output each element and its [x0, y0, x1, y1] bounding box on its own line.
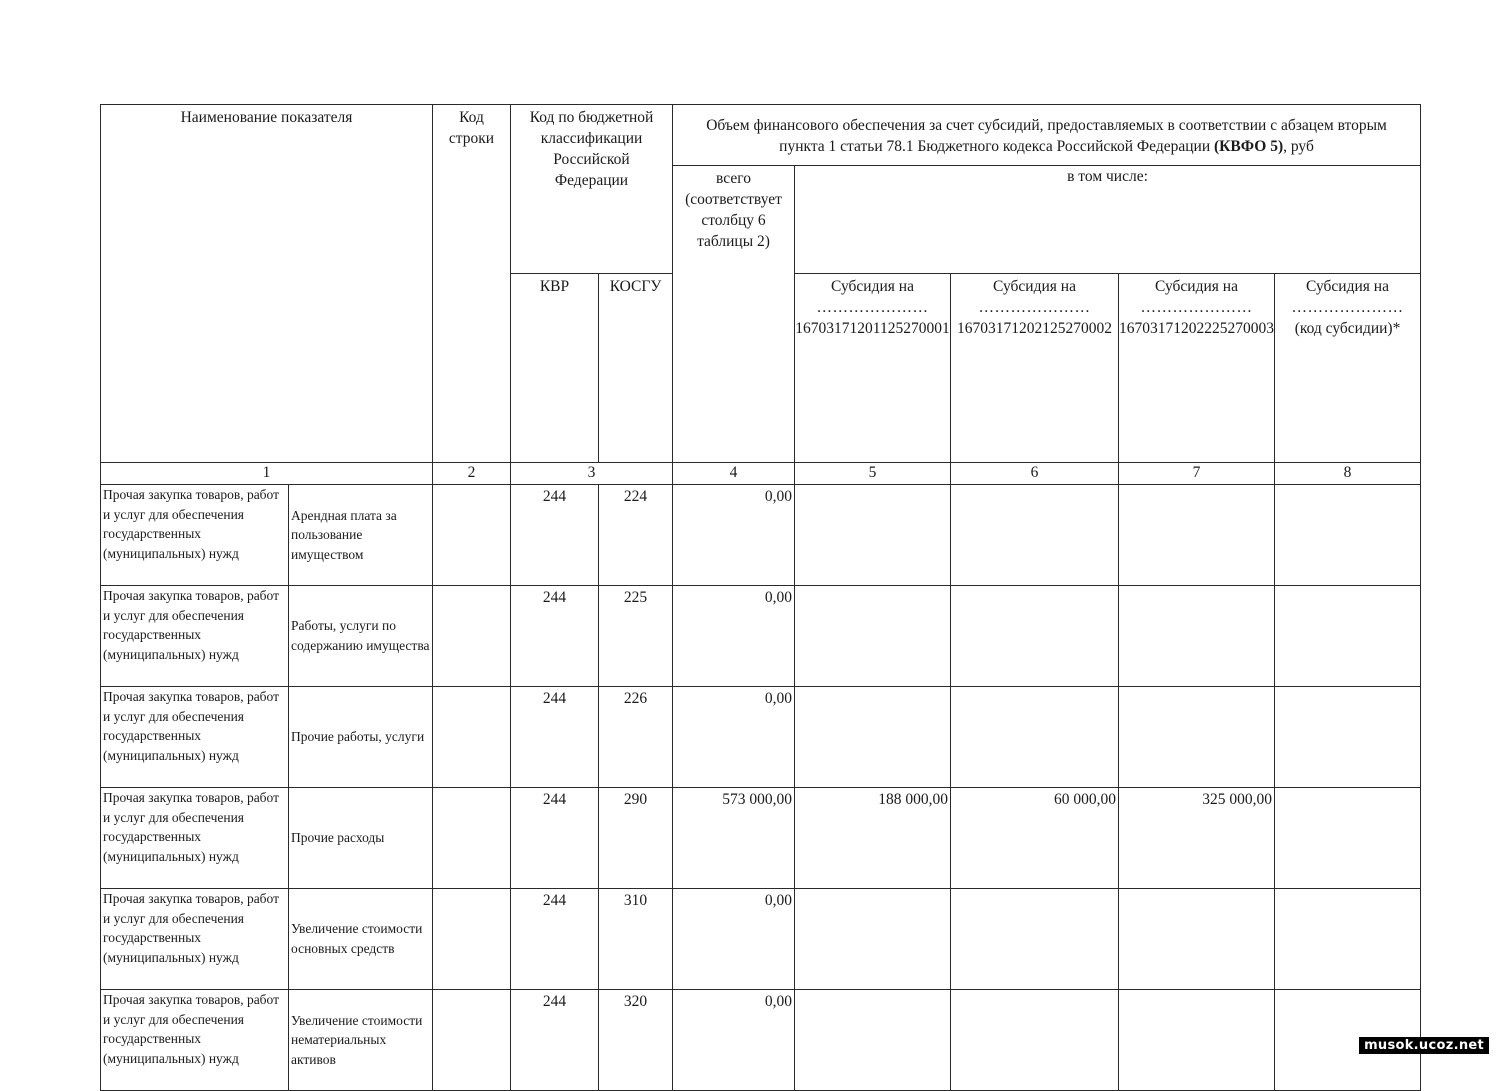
header-including-text: в том числе:: [1067, 168, 1148, 185]
category-cell: Прочая закупка товаров, работ и услуг для обеспечения государственных (муниципальных) нужд: [101, 788, 289, 889]
subsidy-2-cell: [951, 586, 1119, 687]
header-kvr: [511, 274, 599, 463]
category-cell: Прочая закупка товаров, работ и услуг для обеспечения государственных (муниципальных) нужд: [101, 889, 289, 990]
col-number: 5: [795, 463, 951, 485]
line-code-cell: [433, 485, 511, 586]
header-volume-unit: , руб: [1283, 138, 1314, 155]
subsidy-1-code: 16703171201125270001: [795, 320, 950, 337]
col-number: 4: [673, 463, 795, 485]
header-budget-code: [511, 105, 673, 274]
subsidy-1-title: Субсидия на: [831, 278, 914, 295]
subsidy-1-cell: [795, 889, 951, 990]
subsidy-2-cell: [951, 889, 1119, 990]
header-code: [433, 105, 511, 463]
total-cell: 0,00: [673, 586, 795, 687]
subsidy-1-cell: [795, 990, 951, 1091]
subsidy-3-cell: 325 000,00: [1119, 788, 1275, 889]
site-watermark: musok.ucoz.net: [1359, 1037, 1489, 1054]
subsidy-3-cell: [1119, 990, 1275, 1091]
header-subsidy-3: [1119, 274, 1275, 463]
total-cell: 573 000,00: [673, 788, 795, 889]
subsidy-3-cell: [1119, 485, 1275, 586]
kvr-cell: 244: [511, 485, 599, 586]
line-code-cell: [433, 788, 511, 889]
header-code-line1: Код: [459, 109, 484, 126]
col-number: 2: [433, 463, 511, 485]
header-volume-kvfo: (КВФО 5): [1214, 138, 1284, 155]
col-number: 3: [511, 463, 673, 485]
kvr-cell: 244: [511, 788, 599, 889]
col-number: 7: [1119, 463, 1275, 485]
item-cell: Арендная плата за пользование имуществом: [289, 485, 433, 586]
header-kvr-text: КВР: [539, 278, 570, 295]
table-row: [101, 485, 1421, 586]
subsidy-4-cell: [1275, 889, 1421, 990]
subsidy-2-cell: [951, 687, 1119, 788]
table-row: [101, 889, 1421, 990]
subsidy-2-cell: 60 000,00: [951, 788, 1119, 889]
subsidy-1-dots: …………………: [816, 299, 929, 316]
line-code-cell: [433, 990, 511, 1091]
total-cell: 0,00: [673, 889, 795, 990]
col-number: 8: [1275, 463, 1421, 485]
subsidy-4-title: Субсидия на: [1306, 278, 1389, 295]
col-number: 1: [101, 463, 433, 485]
table-row: [101, 687, 1421, 788]
subsidy-4-cell: [1275, 687, 1421, 788]
kosgu-cell: 290: [599, 788, 673, 889]
total-cell: 0,00: [673, 485, 795, 586]
subsidy-4-dots: …………………: [1291, 299, 1404, 316]
kosgu-cell: 225: [599, 586, 673, 687]
item-cell: Прочие работы, услуги: [289, 687, 433, 788]
subsidy-2-dots: …………………: [978, 299, 1091, 316]
total-cell: 0,00: [673, 687, 795, 788]
subsidy-3-cell: [1119, 889, 1275, 990]
financial-table: [100, 104, 1421, 1091]
table-row: [101, 586, 1421, 687]
subsidy-1-cell: [795, 687, 951, 788]
header-subsidy-2: [951, 274, 1119, 463]
subsidy-2-code: 16703171202125270002: [957, 320, 1112, 337]
subsidy-4-cell: [1275, 485, 1421, 586]
kvr-cell: 244: [511, 586, 599, 687]
subsidy-1-cell: [795, 485, 951, 586]
total-cell: 0,00: [673, 990, 795, 1091]
subsidy-1-cell: 188 000,00: [795, 788, 951, 889]
subsidy-4-code: (код субсидии)*: [1294, 320, 1401, 337]
subsidy-1-cell: [795, 586, 951, 687]
kvr-cell: 244: [511, 889, 599, 990]
line-code-cell: [433, 889, 511, 990]
header-subsidy-1: [795, 274, 951, 463]
line-code-cell: [433, 687, 511, 788]
col-number: 6: [951, 463, 1119, 485]
column-numbers-row: [101, 463, 1421, 485]
header-name: [101, 105, 433, 463]
header-subsidy-4: [1275, 274, 1421, 463]
table-row: [101, 788, 1421, 889]
kosgu-cell: 226: [599, 687, 673, 788]
line-code-cell: [433, 586, 511, 687]
item-cell: Работы, услуги по содержанию имущества: [289, 586, 433, 687]
subsidy-3-code: 16703171202225270003: [1119, 320, 1274, 337]
header-total-text: всего (соответствует столбцу 6 таблицы 2): [685, 170, 782, 250]
header-volume: [673, 105, 1421, 166]
header-kosgu: [599, 274, 673, 463]
subsidy-4-cell: [1275, 788, 1421, 889]
kvr-cell: 244: [511, 990, 599, 1091]
kvr-cell: 244: [511, 687, 599, 788]
kosgu-cell: 310: [599, 889, 673, 990]
header-code-line2: строки: [448, 130, 495, 147]
subsidy-3-cell: [1119, 687, 1275, 788]
category-cell: Прочая закупка товаров, работ и услуг для обеспечения государственных (муниципальных) нужд: [101, 990, 289, 1091]
subsidy-2-cell: [951, 990, 1119, 1091]
subsidy-4-cell: [1275, 586, 1421, 687]
header-volume-text: Объем финансового обеспечения за счет субсидий, предоставляемых в соответствии с абзацем вторым пункта 1 статьи 78.1 Бюджетного кодекса Российской Федерации: [706, 117, 1387, 155]
subsidy-2-title: Субсидия на: [993, 278, 1076, 295]
header-budget-code-text: Код по бюджетной классификации Российской Федерации: [529, 109, 654, 189]
item-cell: Прочие расходы: [289, 788, 433, 889]
subsidy-3-cell: [1119, 586, 1275, 687]
header-name-text: Наименование показателя: [180, 109, 353, 126]
kosgu-cell: 224: [599, 485, 673, 586]
item-cell: Увеличение стоимости нематериальных активов: [289, 990, 433, 1091]
table-row: [101, 990, 1421, 1091]
header-total: [673, 166, 795, 463]
header-including: [795, 166, 1421, 274]
item-cell: Увеличение стоимости основных средств: [289, 889, 433, 990]
category-cell: Прочая закупка товаров, работ и услуг для обеспечения государственных (муниципальных) нужд: [101, 687, 289, 788]
category-cell: Прочая закупка товаров, работ и услуг для обеспечения государственных (муниципальных) нужд: [101, 485, 289, 586]
subsidy-2-cell: [951, 485, 1119, 586]
subsidy-3-dots: …………………: [1140, 299, 1253, 316]
header-kosgu-text: КОСГУ: [609, 278, 662, 295]
category-cell: Прочая закупка товаров, работ и услуг для обеспечения государственных (муниципальных) нужд: [101, 586, 289, 687]
subsidy-3-title: Субсидия на: [1155, 278, 1238, 295]
kosgu-cell: 320: [599, 990, 673, 1091]
